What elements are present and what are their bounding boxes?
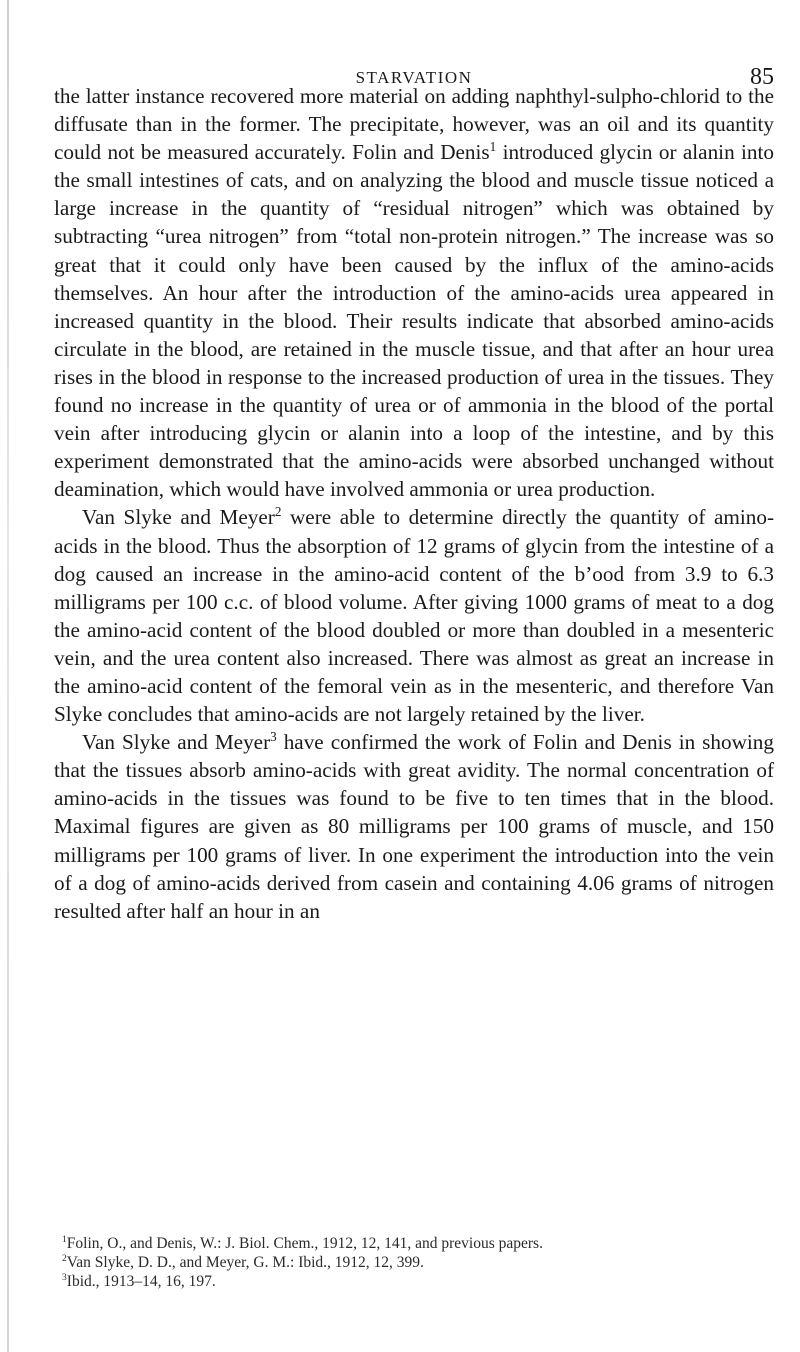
paragraph-1 bbox=[54, 82, 774, 503]
paragraph-3-text-a: Van Slyke and Meyer bbox=[82, 730, 271, 755]
page-number: 85 bbox=[750, 64, 774, 90]
footnote-text: Van Slyke, D. D., and Meyer, G. M.: Ibid., 1912, 12, 399. bbox=[66, 1254, 424, 1271]
footnotes bbox=[54, 1234, 774, 1291]
footnote-mark: 1 bbox=[62, 1233, 67, 1245]
footnote-2 bbox=[54, 1253, 774, 1272]
body-text bbox=[54, 82, 774, 925]
paragraph-3 bbox=[54, 728, 774, 925]
footnote-ref-1: 1 bbox=[489, 139, 497, 155]
footnote-text: Ibid., 1913–14, 16, 197. bbox=[66, 1273, 216, 1290]
paragraph-2-text-a: Van Slyke and Meyer bbox=[82, 505, 275, 530]
paragraph-1-text-b: introduced glycin or alanin into the small intestines of cats, and on analyzing the blood and muscle tissue noticed a large increase in the quantity of “residual nitrogen” which was obtained by subtracting “urea nitrogen” from “total non-protein nitrogen.” The increase was so great that it could only have been caused by the influx of the amino-acids themselves. An hour after the introduction of the amino-acids urea appeared in increased quantity in the blood. Their results indicate that absorbed amino-acids circulate in the blood, are retained in the muscle tissue, and that after an hour urea rises in the blood in response to the increased production of urea in the tissues. They found no increase in the quantity of urea or of ammonia in the blood of the portal vein after introducing glycin or alanin into a loop of the intestine, and by this experiment demonstrated that the amino-acids were absorbed unchanged without deamination, which would have involved ammonia or urea production. bbox=[54, 140, 774, 502]
footnote-ref-3: 3 bbox=[270, 729, 277, 745]
footnote-mark: 3 bbox=[62, 1271, 67, 1283]
footnote-mark: 2 bbox=[62, 1252, 67, 1264]
running-title: STARVATION bbox=[355, 68, 473, 87]
page-edge bbox=[7, 0, 9, 1352]
footnote-3 bbox=[54, 1272, 774, 1291]
paragraph-1-text-a: the latter instance recovered more material on adding naphthyl-sulpho-chlorid to the diffusate than in the former. The precipitate, however, was an oil and its quantity could not be measured accurately. Folin and Denis bbox=[54, 84, 774, 165]
paragraph-2-text-b: were able to determine directly the quantity of amino-acids in the blood. Thus the absorption of 12 grams of glycin from the intestine of a dog caused an increase in the amino-acid content of the b’ood from 3.9 to 6.3 milligrams per 100 c.c. of blood volume. After giving 1000 grams of meat to a dog the amino-acid content of the blood doubled or more than doubled in a mesenteric vein, and the urea content also increased. There was almost as great an increase in the amino-acid content of the femoral vein as in the mesenteric, and therefore Van Slyke concludes that amino-acids are not largely retained by the liver. bbox=[54, 505, 774, 727]
footnote-text: Folin, O., and Denis, W.: J. Biol. Chem., 1912, 12, 141, and previous papers. bbox=[66, 1235, 543, 1252]
footnote-1 bbox=[54, 1234, 774, 1253]
footnote-ref-2: 2 bbox=[274, 504, 282, 520]
paragraph-3-text-b: have confirmed the work of Folin and Denis in showing that the tissues absorb amino-acids with great avidity. The normal concentration of amino-acids in the tissues was found to be five to ten times that in the blood. Maximal figures are given as 80 milligrams per 100 grams of muscle, and 150 milligrams per 100 grams of liver. In one experiment the introduction into the vein of a dog of amino-acids derived from casein and containing 4.06 grams of nitrogen resulted after half an hour in an bbox=[54, 730, 774, 923]
paragraph-2 bbox=[54, 503, 774, 728]
